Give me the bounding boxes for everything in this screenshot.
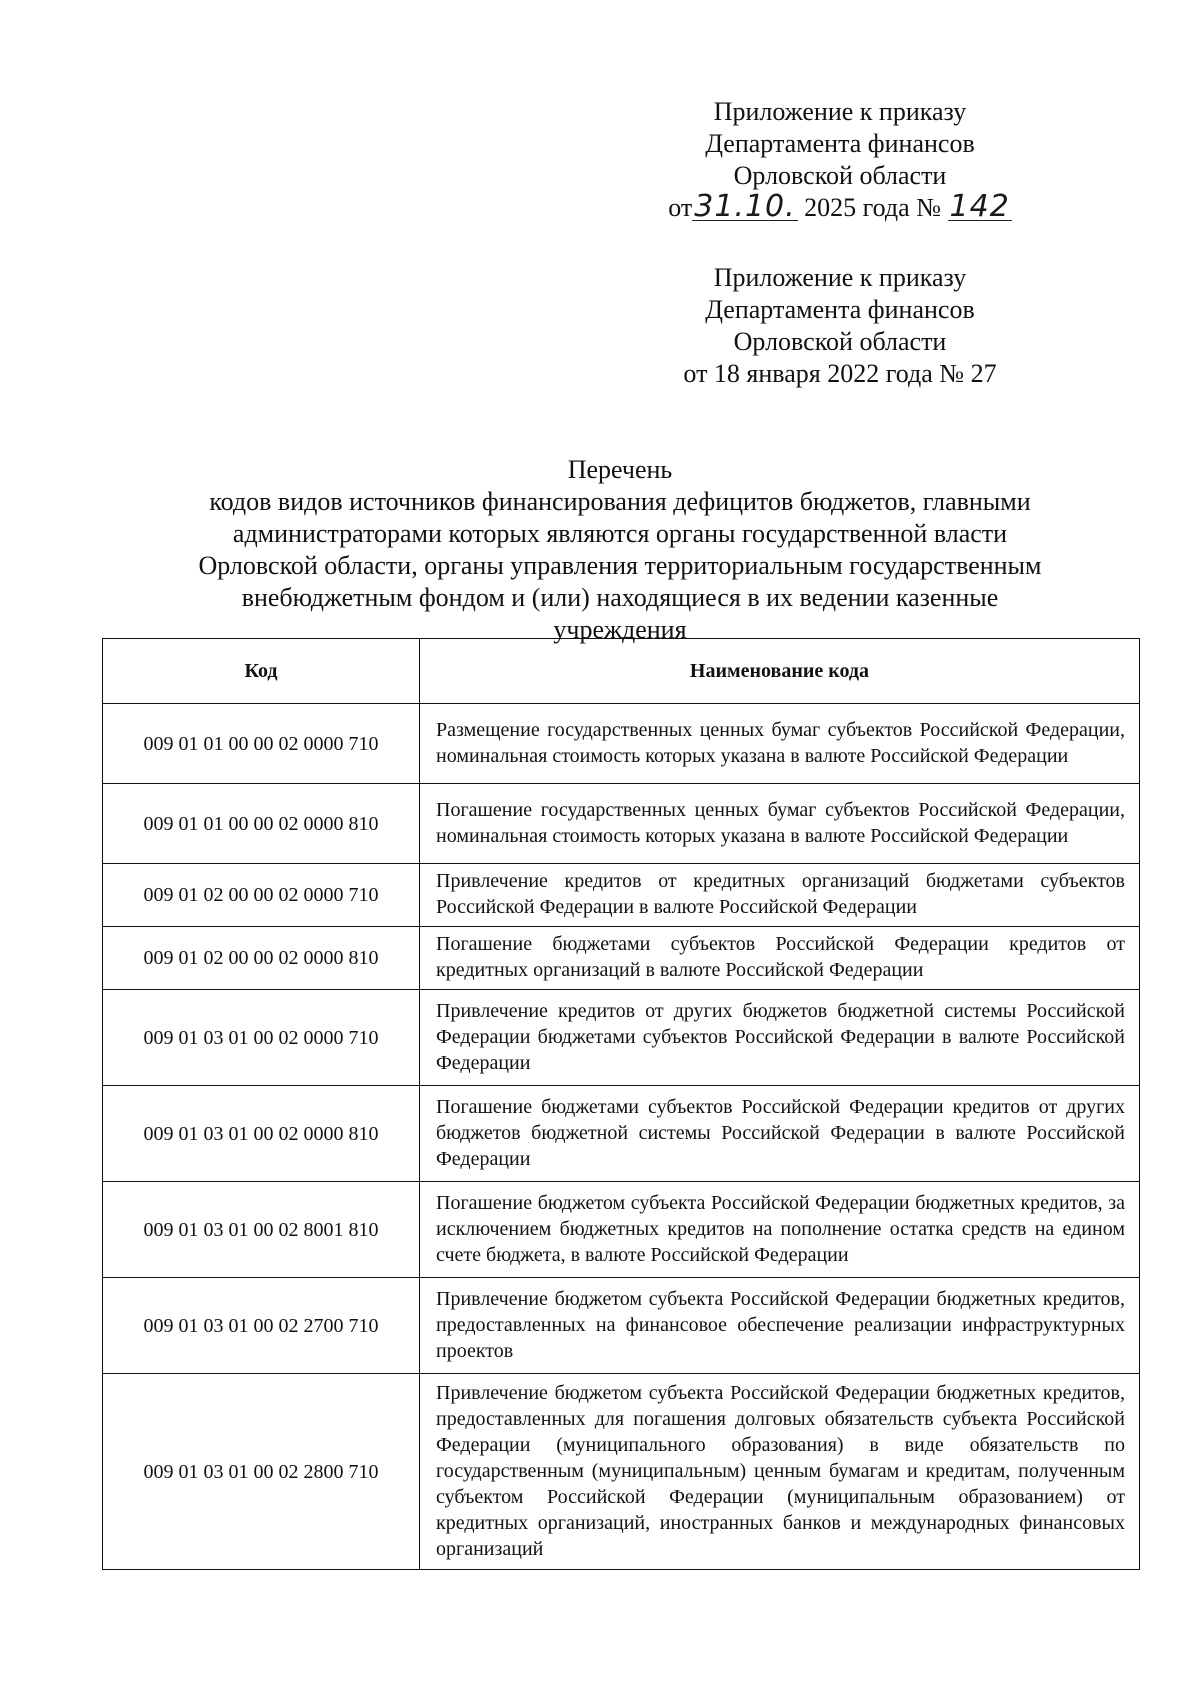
- appendix-old-line2: Департамента финансов: [705, 295, 975, 324]
- appendix-new-order: [560, 96, 1120, 224]
- title-line1: Перечень: [567, 455, 673, 484]
- row-code: 009 01 02 00 00 02 0000 710: [103, 864, 420, 927]
- year-text: 2025 года: [804, 193, 910, 222]
- row-name: Привлечение бюджетом субъекта Российской Федерации бюджетных кредитов, предоставленных на финансовое обеспечение реализации инфраструктурных проектов: [420, 1278, 1140, 1374]
- title-line4: Орловской области, органы управления территориальным государственным: [198, 551, 1042, 580]
- row-code: 009 01 03 01 00 02 8001 810: [103, 1182, 420, 1278]
- table-row: [103, 1278, 1140, 1374]
- appendix-old-line1: Приложение к приказу: [713, 263, 967, 292]
- row-name: Привлечение бюджетом субъекта Российской Федерации бюджетных кредитов, предоставленных для погашения долговых обязательств субъекта Российской Федерации (муниципального образования) в виде обязательств по государственным (муниципальным) ценным бумагам и кредитам, полученным субъектом Российской Федерации (муниципальным образованием) от кредитных организаций, иностранных банков и международных финансовых организаций: [420, 1374, 1140, 1570]
- table-row: [103, 990, 1140, 1086]
- table-row: [103, 784, 1140, 864]
- table-row: [103, 704, 1140, 784]
- row-name: Привлечение кредитов от кредитных организаций бюджетами субъектов Российской Федерации в валюте Российской Федерации: [420, 864, 1140, 927]
- row-code: 009 01 03 01 00 02 2800 710: [103, 1374, 420, 1570]
- handwritten-date: 31.10.: [694, 189, 796, 224]
- document-title: [120, 454, 1120, 646]
- codes-table: [102, 638, 1140, 1570]
- title-line5: внебюджетным фондом и (или) находящиеся в их ведении казенные: [241, 583, 999, 612]
- title-line3: администраторами которых являются органы государственной власти: [232, 519, 1008, 548]
- title-line2: кодов видов источников финансирования дефицитов бюджетов, главными: [209, 487, 1031, 516]
- appendix-new-line3: Орловской области: [733, 161, 947, 190]
- row-name: Погашение бюджетом субъекта Российской Федерации бюджетных кредитов, за исключением бюджетных кредитов на пополнение остатка средств на едином счете бюджета, в валюте Российской Федерации: [420, 1182, 1140, 1278]
- appendix-old-line4: от 18 января 2022 года № 27: [683, 359, 997, 388]
- row-name: Погашение бюджетами субъектов Российской Федерации кредитов от других бюджетов бюджетной системы Российской Федерации в валюте Российской Федерации: [420, 1086, 1140, 1182]
- table-row: [103, 1374, 1140, 1570]
- appendix-new-line1: Приложение к приказу: [713, 97, 967, 126]
- row-name: Погашение бюджетами субъектов Российской Федерации кредитов от кредитных организаций в валюте Российской Федерации: [420, 927, 1140, 990]
- appendix-new-date-line: [560, 189, 1120, 224]
- row-name: Привлечение кредитов от других бюджетов бюджетной системы Российской Федерации бюджетами субъектов Российской Федерации в валюте Российской Федерации: [420, 990, 1140, 1086]
- table-row: [103, 1182, 1140, 1278]
- row-code: 009 01 03 01 00 02 2700 710: [103, 1278, 420, 1374]
- row-code: 009 01 02 00 00 02 0000 810: [103, 927, 420, 990]
- table-row: [103, 864, 1140, 927]
- header-name: Наименование кода: [420, 639, 1140, 704]
- row-code: 009 01 01 00 00 02 0000 710: [103, 704, 420, 784]
- appendix-new-line2: Департамента финансов: [705, 129, 975, 158]
- row-code: 009 01 03 01 00 02 0000 810: [103, 1086, 420, 1182]
- row-code: 009 01 03 01 00 02 0000 710: [103, 990, 420, 1086]
- header-code: Код: [103, 639, 420, 704]
- appendix-old-line3: Орловской области: [733, 327, 947, 356]
- row-code: 009 01 01 00 00 02 0000 810: [103, 784, 420, 864]
- handwritten-number: 142: [949, 189, 1010, 224]
- title-line6: учреждения: [553, 615, 687, 644]
- appendix-old-order: [560, 262, 1120, 390]
- date-prefix: от: [668, 193, 693, 222]
- row-name: Погашение государственных ценных бумаг субъектов Российской Федерации, номинальная стоимость которых указана в валюте Российской Федерации: [420, 784, 1140, 864]
- table-header-row: [103, 639, 1140, 704]
- number-sign: №: [916, 193, 942, 222]
- table-row: [103, 1086, 1140, 1182]
- table-row: [103, 927, 1140, 990]
- row-name: Размещение государственных ценных бумаг субъектов Российской Федерации, номинальная стоимость которых указана в валюте Российской Федерации: [420, 704, 1140, 784]
